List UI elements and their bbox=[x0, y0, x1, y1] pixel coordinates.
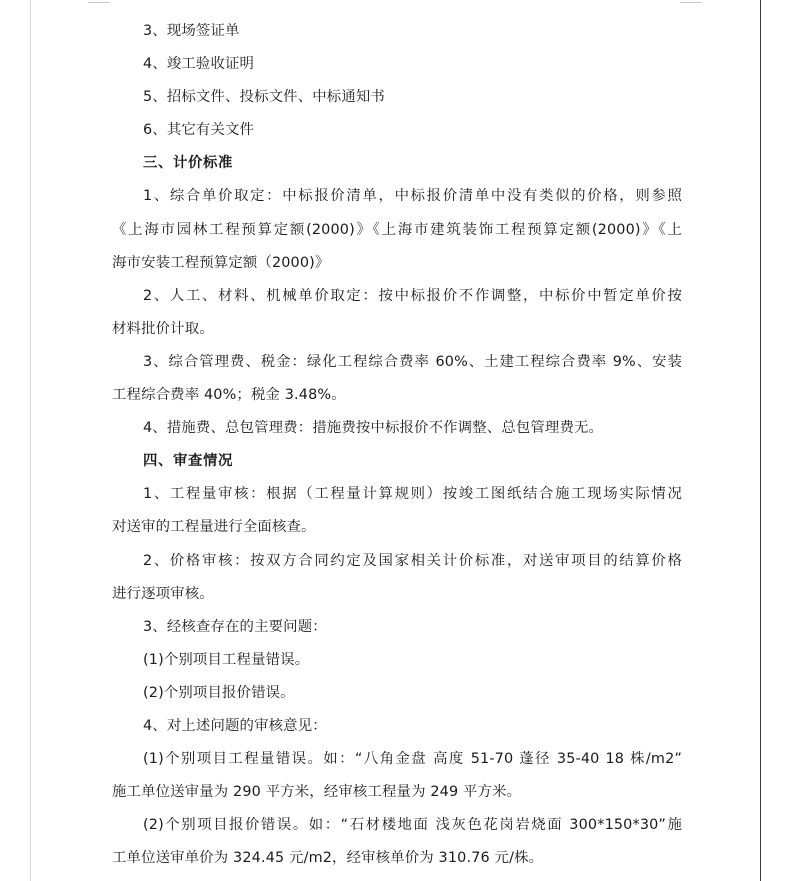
paragraph-line: 进行逐项审核。 bbox=[112, 585, 214, 602]
list-item-quantity-error: (1)个别项目工程量错误。 bbox=[143, 651, 310, 668]
paragraph-line: 4、措施费、总包管理费：措施费按中标报价不作调整、总包管理费无。 bbox=[143, 420, 604, 437]
paragraph-line: 海市安装工程预算定额（2000)》 bbox=[112, 254, 330, 271]
list-item-price-error: (2)个别项目报价错误。 bbox=[143, 684, 295, 701]
margin-corner-mark-right bbox=[680, 2, 702, 3]
paragraph-line: 材料批价计取。 bbox=[112, 320, 214, 337]
paragraph-line: 4、对上述问题的审核意见： bbox=[143, 717, 327, 734]
paragraph-line: 施工单位送审量为 290 平方米，经审核工程量为 249 平方米。 bbox=[112, 784, 522, 801]
paragraph-line: 1、综合单价取定：中标报价清单，中标报价清单中没有类似的价格，则参照 bbox=[143, 188, 682, 205]
document-body bbox=[112, 15, 682, 875]
paragraph-line: 工程综合费率 40%；税金 3.48%。 bbox=[112, 387, 346, 404]
list-item-other-documents: 6、其它有关文件 bbox=[143, 122, 255, 139]
paragraph-line: 3、经核查存在的主要问题： bbox=[143, 618, 327, 635]
paragraph-line: 1、工程量审核：根据（工程量计算规则）按竣工图纸结合施工现场实际情况 bbox=[143, 486, 682, 503]
paragraph-line: 2、人工、材料、机械单价取定：按中标报价不作调整，中标价中暂定单价按 bbox=[143, 287, 682, 304]
list-item-bid-documents: 5、招标文件、投标文件、中标通知书 bbox=[143, 89, 385, 106]
paragraph-line: 《上海市园林工程预算定额(2000)》《上海市建筑装饰工程预算定额(2000)》《上 bbox=[112, 221, 682, 238]
paragraph-line: 工单位送审单价为 324.45 元/m2，经审核单价为 310.76 元/株。 bbox=[112, 850, 544, 867]
list-item-site-visa: 3、现场签证单 bbox=[143, 23, 240, 39]
paragraph-line: 对送审的工程量进行全面核查。 bbox=[112, 519, 316, 536]
margin-corner-mark-left bbox=[88, 2, 110, 3]
page-left-edge bbox=[30, 0, 31, 881]
paragraph-line: 3、综合管理费、税金：绿化工程综合费率 60%、土建工程综合费率 9%、安装 bbox=[143, 353, 682, 370]
paragraph-line: (1)个别项目工程量错误。如：“八角金盘 高度 51-70 蓬径 35-40 18 株/m2” bbox=[143, 751, 682, 768]
section-heading-pricing-standard: 三、计价标准 bbox=[143, 155, 233, 172]
section-heading-review-status: 四、审查情况 bbox=[143, 453, 233, 470]
paragraph-line: 2、价格审核：按双方合同约定及国家相关计价标准，对送审项目的结算价格 bbox=[143, 552, 682, 569]
list-item-completion-certificate: 4、竣工验收证明 bbox=[143, 56, 255, 73]
paragraph-line: (2)个别项目报价错误。如：“石材楼地面 浅灰色花岗岩烧面 300*150*30”施 bbox=[143, 817, 682, 834]
page-right-edge bbox=[760, 0, 761, 881]
